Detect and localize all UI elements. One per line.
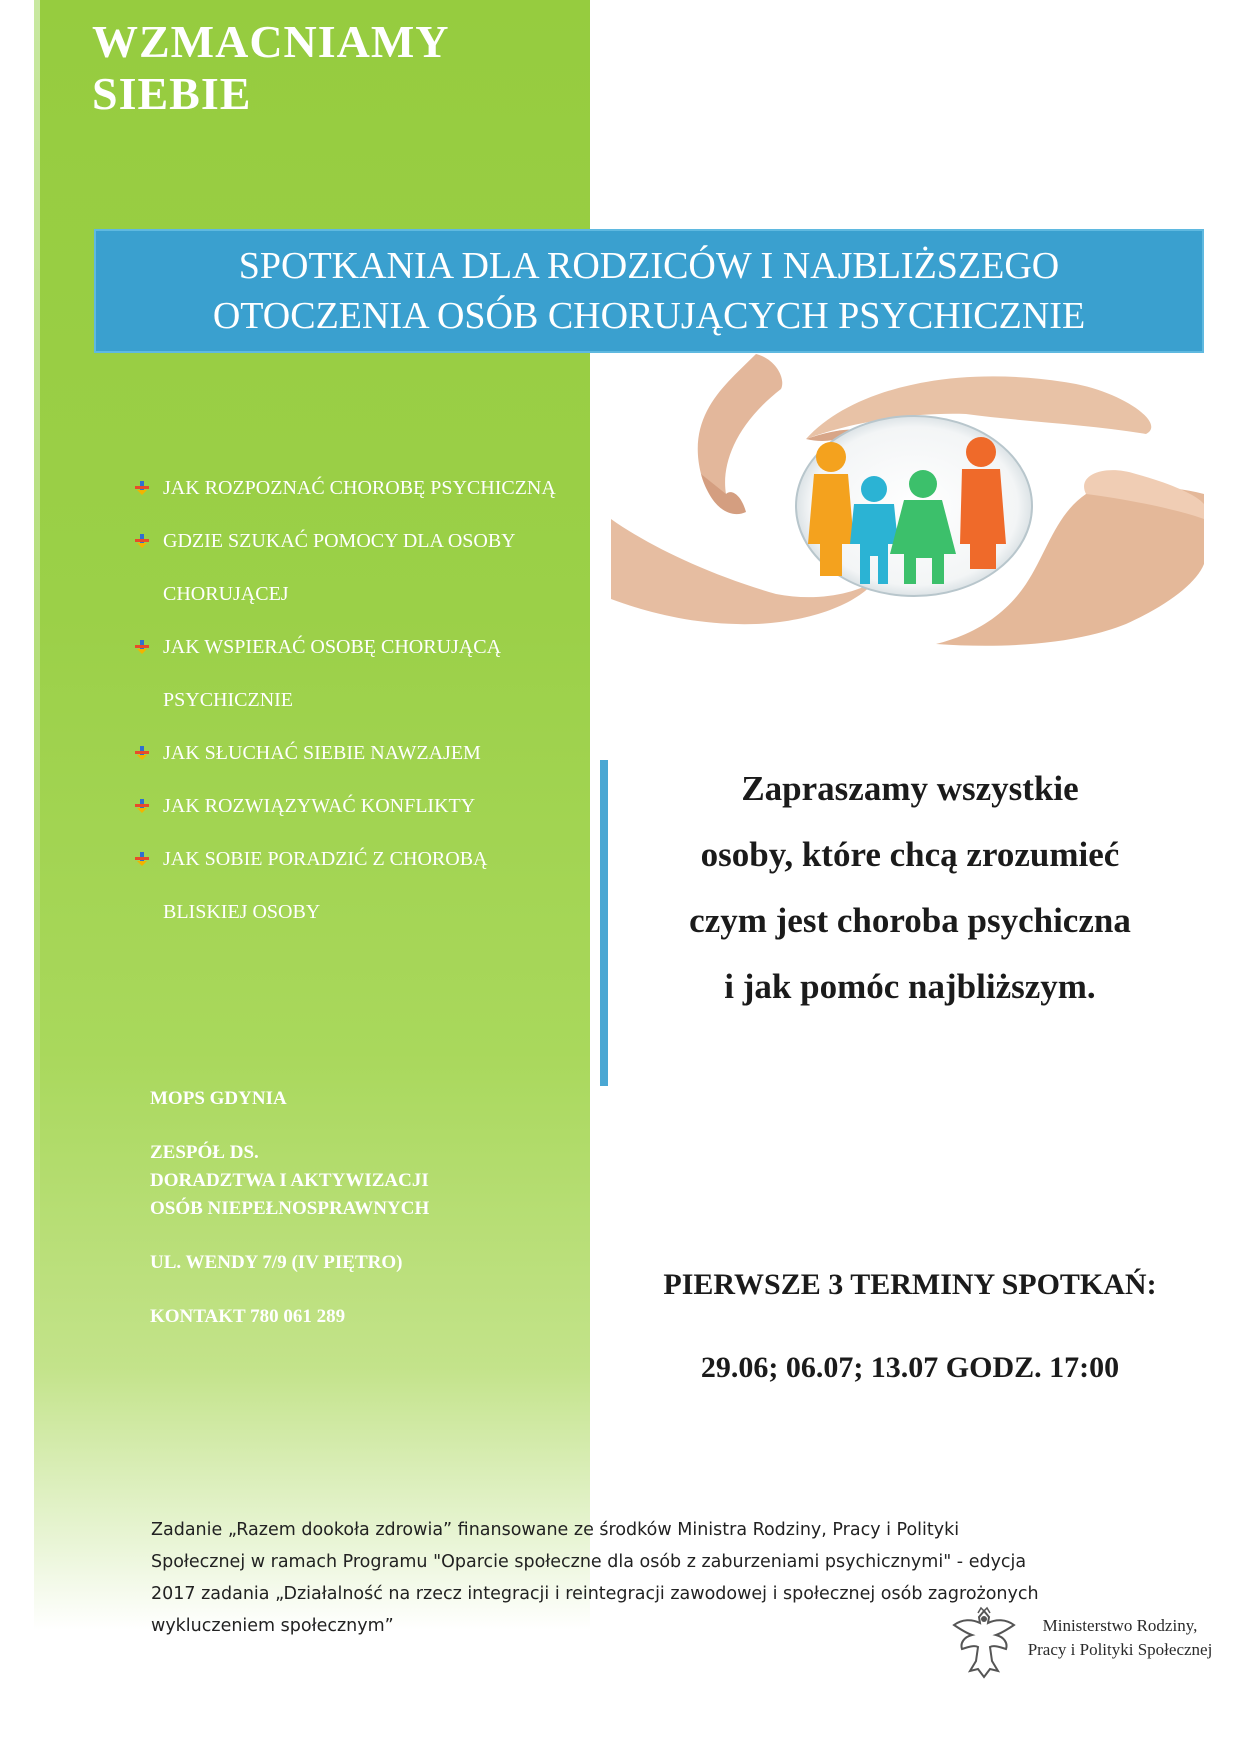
contact-team-line-2: DORADZTWA I AKTYWIZACJI	[150, 1170, 429, 1191]
topic-text: JAK ROZWIĄZYWAĆ KONFLIKTY	[163, 795, 476, 817]
banner-line-1: SPOTKANIA DLA RODZICÓW I NAJBLIŻSZEGO	[238, 245, 1060, 287]
bullet-icon	[134, 745, 150, 761]
funding-line: 2017 zadania „Działalność na rzecz integracji i reintegracji zawodowej i społecznej osób zagrożonych	[151, 1584, 1039, 1604]
topic-text: JAK SOBIE PORADZIĆ Z CHOROBĄ	[163, 848, 488, 870]
invite-line: Zapraszamy wszystkie	[741, 769, 1079, 808]
topic-text-continued: CHORUJĄCEJ	[163, 583, 289, 605]
accent-divider	[600, 760, 608, 1086]
banner-line-2: OTOCZENIA OSÓB CHORUJĄCYCH PSYCHICZNIE	[212, 295, 1086, 337]
topic-text: JAK ROZPOZNAĆ CHOROBĘ PSYCHICZNĄ	[163, 477, 556, 499]
topic-text-continued: PSYCHICZNIE	[163, 689, 294, 711]
topic-item	[134, 780, 564, 833]
topic-text-continued: BLISKIEJ OSOBY	[163, 901, 321, 923]
topic-item	[134, 621, 564, 727]
ministry-line-1: Ministerstwo Rodziny,	[1042, 1616, 1198, 1635]
contact-team-line-3: OSÓB NIEPEŁNOSPRAWNYCH	[150, 1198, 430, 1219]
hand-top-left-icon	[698, 354, 783, 514]
topic-text: JAK SŁUCHAĆ SIEBIE NAWZAJEM	[163, 742, 481, 764]
invite-line: osoby, które chcą zrozumieć	[700, 835, 1120, 874]
panel-highlight	[34, 0, 40, 1500]
funding-line: Społecznej w ramach Programu "Oparcie społeczne dla osób z zaburzeniami psychicznymi" - edycja	[151, 1552, 1027, 1572]
invite-line: i jak pomóc najbliższym.	[724, 967, 1096, 1006]
subtitle-banner	[94, 229, 1204, 353]
bullet-icon	[134, 480, 150, 496]
dates-heading: PIERWSZE 3 TERMINY SPOTKAŃ:	[663, 1268, 1157, 1301]
eagle-emblem-icon	[952, 1605, 1016, 1681]
ministry-line-2: Pracy i Polityki Społecznej	[1027, 1640, 1213, 1659]
topic-text: GDZIE SZUKAĆ POMOCY DLA OSOBY	[163, 530, 516, 552]
contact-org: MOPS GDYNIA	[150, 1088, 287, 1109]
topic-item	[134, 727, 564, 780]
topic-item	[134, 833, 564, 939]
hands-family-illustration	[606, 344, 1206, 714]
dates-values: 29.06; 06.07; 13.07 GODZ. 17:00	[700, 1351, 1120, 1384]
bullet-icon	[134, 639, 150, 655]
topics-list	[134, 462, 564, 939]
contact-phone: KONTAKT 780 061 289	[150, 1306, 346, 1327]
title-line-1: WZMACNIAMY	[92, 16, 450, 67]
topic-item	[134, 515, 564, 621]
title-line-2: SIEBIE	[92, 68, 252, 119]
meeting-dates	[630, 1243, 1190, 1409]
contact-block	[150, 1085, 570, 1331]
topic-item	[134, 462, 564, 515]
contact-address: UL. WENDY 7/9 (IV PIĘTRO)	[150, 1252, 403, 1273]
invite-line: czym jest choroba psychiczna	[689, 901, 1131, 940]
invitation-text	[640, 756, 1180, 1020]
funding-line: Zadanie „Razem dookoła zdrowia” finansowane ze środków Ministra Rodziny, Pracy i Polityki	[151, 1520, 960, 1540]
ministry-name	[1020, 1614, 1220, 1662]
poster-title	[92, 16, 450, 120]
bullet-icon	[134, 851, 150, 867]
topic-text: JAK WSPIERAĆ OSOBĘ CHORUJĄCĄ	[163, 636, 502, 658]
bullet-icon	[134, 798, 150, 814]
contact-team-line-1: ZESPÓŁ DS.	[150, 1142, 259, 1163]
funding-line: wykluczeniem społecznym”	[151, 1616, 394, 1636]
bullet-icon	[134, 533, 150, 549]
